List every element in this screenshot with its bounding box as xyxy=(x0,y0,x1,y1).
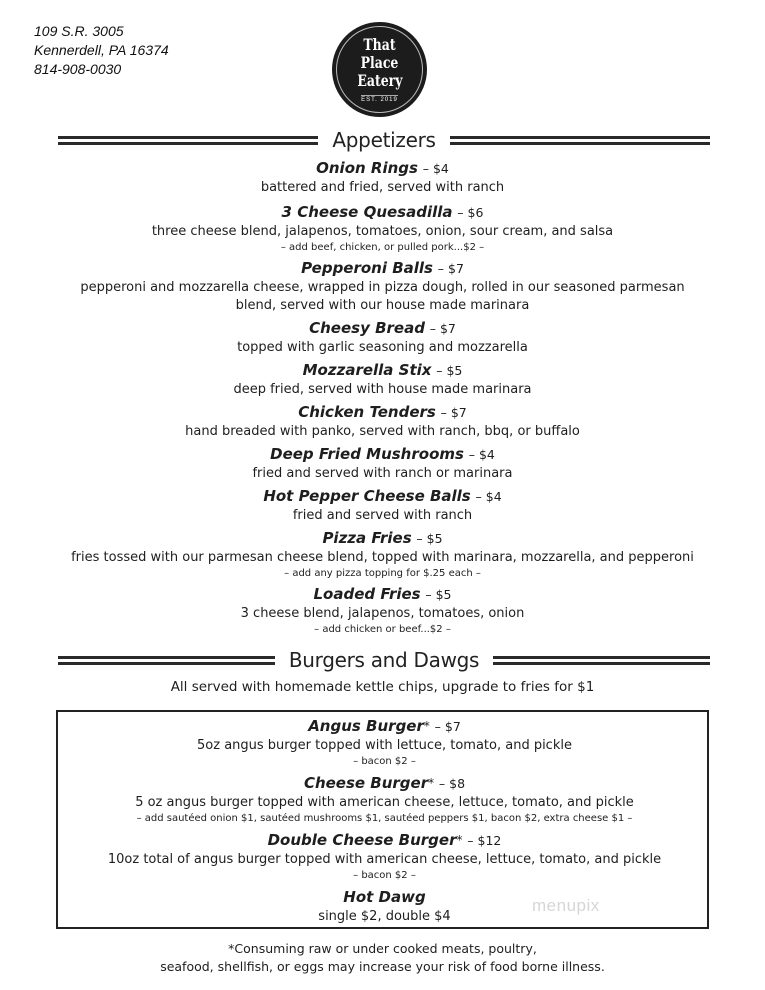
menu-item xyxy=(0,444,765,483)
item-note: – bacon $2 – xyxy=(353,756,416,767)
burgers-box xyxy=(56,710,709,929)
item-asterisk: * xyxy=(456,833,463,847)
disclaimer-line-1: *Consuming raw or under cooked meats, poultry, xyxy=(228,941,537,956)
item-name: Hot Pepper Cheese Balls xyxy=(263,487,471,505)
item-name: Hot Dawg xyxy=(343,888,426,906)
item-description: three cheese blend, jalapenos, tomatoes, onion, sour cream, and salsa xyxy=(151,224,614,239)
item-name: Pepperoni Balls xyxy=(301,259,433,277)
menu-item xyxy=(2,773,765,826)
item-name: Cheese Burger xyxy=(303,774,429,792)
menu-item xyxy=(0,402,765,441)
item-note: – add beef, chicken, or pulled pork...$2 – xyxy=(280,242,485,253)
item-name: 3 Cheese Quesadilla xyxy=(281,203,453,221)
watermark: menupix xyxy=(532,896,600,915)
address-street: 109 S.R. 3005 xyxy=(34,23,124,39)
item-price: – $12 xyxy=(467,833,502,848)
menu-item xyxy=(0,202,765,255)
burgers-list xyxy=(2,716,765,926)
item-description: pepperoni and mozzarella cheese, wrapped in pizza dough, rolled in our seasoned parmesan xyxy=(80,280,685,295)
menu-item xyxy=(0,158,765,197)
divider-right xyxy=(493,656,710,665)
item-description: single $2, double $4 xyxy=(318,909,451,924)
item-description: 10oz total of angus burger topped with american cheese, lettuce, tomato, and pickle xyxy=(107,852,662,867)
burgers-header xyxy=(58,648,710,672)
item-note: – add sautéed onion $1, sautéed mushrooms $1, sautéed peppers $1, bacon $2, extra cheese $1 – xyxy=(136,813,633,824)
logo-est: EST. 2019 xyxy=(361,97,398,103)
menu-item xyxy=(2,716,765,769)
item-description: fries tossed with our parmesan cheese blend, topped with marinara, mozzarella, and pepperoni xyxy=(71,550,694,565)
menu-item xyxy=(0,528,765,581)
divider-left xyxy=(58,656,275,665)
item-description: 5 oz angus burger topped with american cheese, lettuce, tomato, and pickle xyxy=(135,795,634,810)
address-phone: 814-908-0030 xyxy=(34,61,122,77)
item-price: – $4 xyxy=(422,161,449,176)
item-description: hand breaded with panko, served with ranch, bbq, or buffalo xyxy=(185,424,580,439)
menu-item xyxy=(2,887,765,926)
item-name: Deep Fried Mushrooms xyxy=(270,445,464,463)
item-price: – $8 xyxy=(438,776,466,791)
logo-line-1: That Place xyxy=(360,35,399,72)
item-description: deep fried, served with house made marinara xyxy=(233,382,532,397)
divider-right xyxy=(450,136,710,145)
disclaimer xyxy=(0,940,765,976)
logo-line-2: Eatery xyxy=(356,71,403,90)
disclaimer-line-2: seafood, shellfish, or eggs may increase your risk of food borne illness. xyxy=(160,959,605,974)
item-name: Onion Rings xyxy=(316,159,418,177)
item-description: topped with garlic seasoning and mozzarella xyxy=(237,340,528,355)
appetizers-header xyxy=(58,128,710,152)
item-description-2: blend, served with our house made marinara xyxy=(235,298,530,313)
item-price: – $4 xyxy=(468,447,495,462)
burgers-title: Burgers and Dawgs xyxy=(288,648,480,672)
menu-item xyxy=(0,318,765,357)
item-note: – add any pizza topping for $.25 each – xyxy=(284,568,481,579)
item-name: Cheesy Bread xyxy=(309,319,425,337)
restaurant-address xyxy=(34,22,169,79)
item-description: fried and served with ranch xyxy=(292,508,473,523)
menu-item xyxy=(2,830,765,883)
menu-item xyxy=(0,258,765,315)
item-asterisk: * xyxy=(428,776,435,790)
item-description: 3 cheese blend, jalapenos, tomatoes, onion xyxy=(240,606,525,621)
item-price: – $5 xyxy=(436,363,463,378)
item-price: – $4 xyxy=(475,489,502,504)
item-note: – add chicken or beef...$2 – xyxy=(314,624,451,635)
item-description: battered and fried, served with ranch xyxy=(260,180,505,195)
item-description: 5oz angus burger topped with lettuce, tomato, and pickle xyxy=(197,738,572,753)
item-price: – $7 xyxy=(437,261,464,276)
menu-item xyxy=(0,486,765,525)
item-price: – $6 xyxy=(457,205,484,220)
item-asterisk: * xyxy=(423,719,430,733)
appetizers-title: Appetizers xyxy=(332,128,436,152)
menu-item xyxy=(0,360,765,399)
item-name: Pizza Fries xyxy=(322,529,412,547)
item-note: – bacon $2 – xyxy=(353,870,416,881)
appetizers-list xyxy=(0,158,765,637)
divider-left xyxy=(58,136,318,145)
item-name: Chicken Tenders xyxy=(298,403,436,421)
item-price: – $7 xyxy=(440,405,467,420)
address-city: Kennerdell, PA 16374 xyxy=(34,42,169,58)
item-price: – $7 xyxy=(434,719,461,734)
item-name: Mozzarella Stix xyxy=(302,361,432,379)
item-name: Loaded Fries xyxy=(313,585,421,603)
item-price: – $5 xyxy=(425,587,452,602)
item-price: – $7 xyxy=(429,321,456,336)
menu-item xyxy=(0,584,765,637)
burgers-subtitle: All served with homemade kettle chips, upgrade to fries for $1 xyxy=(170,679,595,695)
item-name: Angus Burger xyxy=(308,717,424,735)
restaurant-logo xyxy=(332,22,427,117)
item-price: – $5 xyxy=(416,531,443,546)
item-name: Double Cheese Burger xyxy=(267,831,457,849)
item-description: fried and served with ranch or marinara xyxy=(252,466,513,481)
